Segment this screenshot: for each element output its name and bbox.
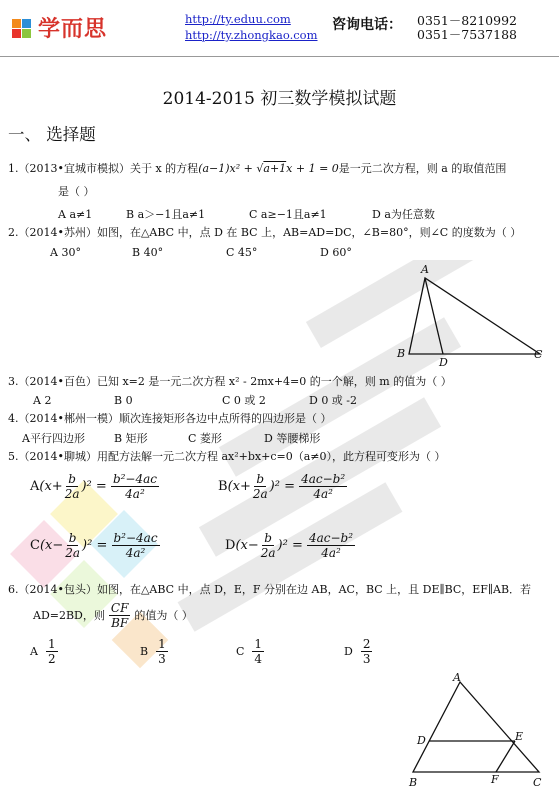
q4-option-a: A平行四边形 — [22, 432, 85, 445]
question-6: 6.（2014•包头）如图，在△ABC 中，点 D，E，F 分别在边 AB，AC，BC 上，且 DE∥BC，EF∥AB．若 — [8, 583, 532, 596]
q6-option-a: A $\frac{1}{2}$ — [30, 637, 56, 666]
q2-option-a: A 30° — [50, 246, 81, 259]
fig2-label-a: A — [453, 672, 461, 684]
q3-option-b: B 0 — [114, 394, 133, 407]
question-2: 2.（2014•苏州）如图，在△ABC 中，点 D 在 BC 上，AB=AD=DC，∠B=80°，则∠C 的度数为（ ） — [8, 226, 522, 239]
question-4: 4.（2014•郴州一模）顺次连接矩形各边中点所得的四边形是（ ） — [8, 412, 332, 425]
q1-suffix: 是一元二次方程，则 a 的取值范围 — [338, 162, 507, 175]
q4-option-b: B 矩形 — [114, 432, 148, 445]
fig2-label-c: C — [533, 776, 542, 789]
header-divider — [0, 56, 559, 57]
q4-option-d: D 等腰梯形 — [264, 432, 321, 445]
figure-triangle-abc — [395, 262, 550, 367]
q6-line2-prefix: AD=2BD，则 — [33, 608, 105, 622]
q5-option-a: A(x+ $\frac{b}{2a}$ )² = $\frac{\text{b²−4ac}}{\text{4a²}}$ — [30, 472, 157, 501]
header-links — [185, 11, 318, 43]
fig1-label-d: D — [439, 356, 448, 367]
phone-number-2: 0351－7537188 — [417, 27, 517, 42]
q1-option-c: C a≥−1且a≠1 — [249, 208, 327, 221]
section-heading: 一、 选择题 — [8, 125, 96, 144]
question-1 — [8, 162, 506, 176]
fig2-label-f: F — [491, 773, 499, 786]
q6-line2-suffix: 的值为（ ） — [134, 608, 193, 622]
q1-option-b: B a＞−1且a≠1 — [126, 208, 206, 221]
phone-numbers — [417, 14, 517, 42]
fig1-label-b: B — [397, 347, 406, 360]
fig2-label-e: E — [515, 730, 524, 743]
fig2-label-b: B — [409, 776, 418, 789]
q3-option-a: A 2 — [33, 394, 52, 407]
logo-text: 学而思 — [38, 17, 108, 42]
q3-option-c: C 0 或 2 — [222, 394, 266, 407]
link-eduu[interactable]: http://ty.eduu.com — [185, 12, 291, 26]
question-3: 3.（2014•百色）已知 x=2 是一元二次方程 x² - 2mx+4=0 的一个解，则 m 的值为（ ） — [8, 375, 452, 388]
phone-label: 咨询电话： — [332, 17, 402, 33]
q1-option-a: A a≠1 — [58, 208, 93, 221]
q1-prefix: 1.（2013•宜城市模拟）关于 x 的方程 — [8, 162, 199, 175]
q6-option-b: B $\frac{1}{3}$ — [140, 637, 166, 666]
q2-option-b: B 40° — [132, 246, 164, 259]
q6-line2: AD=2BD，则 $\frac{CF}{BF}$ 的值为（ ） — [33, 601, 193, 630]
fig2-label-d: D — [417, 734, 426, 747]
q1-equation: (a−1)x² + √a+1x + 1 = 0 — [198, 162, 339, 175]
q1-line2: 是（ ） — [58, 185, 95, 198]
q3-option-d: D 0 或 -2 — [309, 394, 358, 407]
q6-option-c: C $\frac{1}{4}$ — [236, 637, 263, 666]
q5-option-b: B(x+ $\frac{b}{2a}$ )² = $\frac{\text{4ac−b²}}{\text{4a²}}$ — [218, 472, 346, 501]
phone-number-1: 0351－8210992 — [417, 13, 517, 28]
question-5: 5.（2014•聊城）用配方法解一元二次方程 ax²+bx+c=0（a≠0），此方程可变形为（ ） — [8, 450, 446, 463]
fig1-label-c: C — [534, 348, 543, 361]
q5-option-c: C(x− $\frac{b}{2a}$ )² = $\frac{\text{b²−4ac}}{\text{4a²}}$ — [30, 531, 158, 560]
link-zhongkao[interactable]: http://ty.zhongkao.com — [185, 28, 318, 42]
page-title: 2014-2015 初三数学模拟试题 — [162, 89, 397, 109]
logo — [12, 12, 107, 43]
figure-triangle-def — [405, 672, 555, 800]
q2-option-c: C 45° — [226, 246, 258, 259]
q2-option-d: D 60° — [320, 246, 352, 259]
q5-option-d: D(x− $\frac{b}{2a}$ )² = $\frac{\text{4ac−b²}}{\text{4a²}}$ — [225, 531, 354, 560]
fig1-label-a: A — [421, 263, 429, 276]
q6-option-d: D $\frac{2}{3}$ — [344, 637, 371, 666]
logo-icon — [12, 17, 34, 39]
q1-option-d: D a为任意数 — [372, 208, 435, 221]
q4-option-c: C 菱形 — [188, 432, 222, 445]
